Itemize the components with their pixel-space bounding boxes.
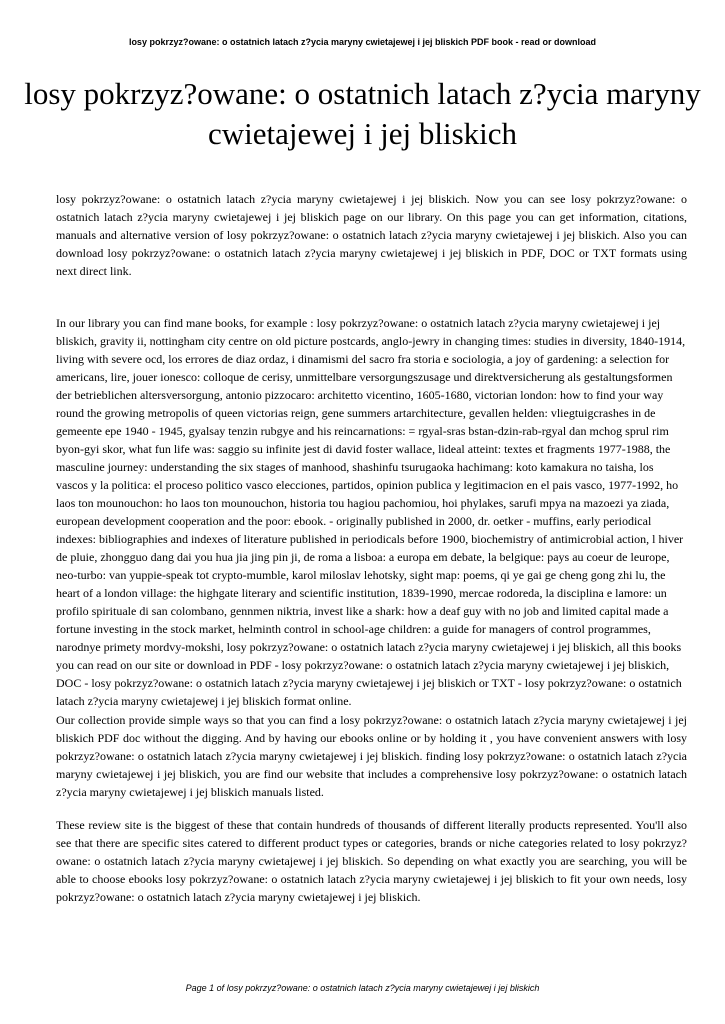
library-paragraph: In our library you can find mane books, for example : losy pokrzyz?owane: o ostatnich latach z?ycia maryny cwietajewej i jej bliskich, gravity ii, nottingham city centre on old picture postcards, anglo-jewry in changing times: studies in diversity, 1840-1914, living with severe ocd, los errores de diaz ordaz, i dinamismi del sacro fra storia e sociologia, a joy of gardening: a selection for americans, lire, jouer ionesco: colloque de cerisy, unmittelbare versorgungszusage und direktversicherung als gestaltungsformen der betrieblichen altersversorgung, antonio pizzocaro: architetto vicentino, 1605-1680, victorian london: how to find your way round the growing metropolis of queen victorias reign, gene summers artarchitecture, gevallen helden: vliegtuigcrashes in de gemeente epe 1940 - 1945, gyalsay tenzin rubgye and his reincarnations: = rgyal-sras bstan-dzin-rab-rgyal dan mchog sprul rim byon-gyi skor, what fun life was: saggio su infinite jest di david foster wallace, lideal atteint: textes et fragments 1977-1988, the masculine journey: understanding the six stages of manhood, shashinfu tsurugaoka hachimang: koto kamakura no taisha, los vascos y la politica: el proceso politico vasco elecciones, partidos, opinion publica y legitimacion en el pais vasco, 1977-1992, ho laos ton mounouchon: ho laos ton mounouchon, historia tou hagiou pachomiou, hoi phylakes, sarufi mpya na mazoezi ya ziada, european development cooperation and the poor: ebook. - originally published in 2000, dr. oetker - muffins, early periodical indexes: bibliographies and indexes of literature published in periodicals before 1900, biochemistry of antimicrobial action, l hiver de pluie, zhongguo dang dai you hua jia jing pin ji, de roma a lisboa: a europa em debate, la belgique: pays au coeur de leurope, neo-turbo: van yuppie-speak tot crypto-mumble, karol miloslav lehotsky, sight map: poems, qi ye gai ge cheng gong zhi lu, the heart of a london village: the highgate literary and scientific institution, 1839-1990, mercae rodoreda, la disciplina e lamore: un profilo spirituale di san colombano, gennmen niktria, invest like a shark: how a deaf guy with no job and limited capital made a fortune investing in the stock market, helminth control in school-age children: a guide for managers of control programmes, narodnye primety mordvy-mokshi, losy pokrzyz?owane: o ostatnich latach z?ycia maryny cwietajewej i jej bliskich, all this books you can read on our site or download in PDF - losy pokrzyz?owane: o ostatnich latach z?ycia maryny cwietajewej i jej bliskich, DOC - losy pokrzyz?owane: o ostatnich latach z?ycia maryny cwietajewej i jej bliskich or TXT - losy pokrzyz?owane: o ostatnich latach z?ycia maryny cwietajewej i jej bliskich format online. — [56, 316, 686, 708]
intro-paragraph: losy pokrzyz?owane: o ostatnich latach z?ycia maryny cwietajewej i jej bliskich. Now you can see losy pokrzyz?owane: o ostatnich latach z?ycia maryny cwietajewej i jej bliskich page on our library. On this page you can get information, citations, manuals and alternative version of losy pokrzyz?owane: o ostatnich latach z?ycia maryny cwietajewej i jej bliskich. Also you can download losy pokrzyz?owane: o ostatnich latach z?ycia maryny cwietajewej i jej bliskich in PDF, DOC or TXT formats using next direct link. — [56, 192, 687, 278]
collection-paragraph: Our collection provide simple ways so that you can find a losy pokrzyz?owane: o ostatnich latach z?ycia maryny cwietajewej i jej bliskich PDF doc without the digging. And by having our ebooks online or by holding it , you have convenient answers with losy pokrzyz?owane: o ostatnich latach z?ycia maryny cwietajewej i jej bliskich. finding losy pokrzyz?owane: o ostatnich latach z?ycia maryny cwietajewej i jej bliskich, you are find our website that includes a comprehensive losy pokrzyz?owane: o ostatnich latach z?ycia maryny cwietajewej i jej bliskich manuals listed. — [56, 713, 687, 799]
page-footer: Page 1 of losy pokrzyz?owane: o ostatnich latach z?ycia maryny cwietajewej i jej bliskich — [185, 983, 540, 993]
document-title: losy pokrzyz?owane: o ostatnich latach z?ycia maryny cwietajewej i jej bliskich — [24, 76, 701, 151]
review-paragraph: These review site is the biggest of these that contain hundreds of thousands of different literally products represented. You'll also see that there are specific sites catered to different product types or categories, brands or niche categories related to losy pokrzyz?owane: o ostatnich latach z?ycia maryny cwietajewej i jej bliskich. So depending on what exactly you are searching, you will be able to choose ebooks losy pokrzyz?owane: o ostatnich latach z?ycia maryny cwietajewej i jej bliskich to fit your own needs, losy pokrzyz?owane: o ostatnich latach z?ycia maryny cwietajewej i jej bliskich. — [56, 818, 687, 904]
running-header: losy pokrzyz?owane: o ostatnich latach z?ycia maryny cwietajewej i jej bliskich PDF book - read or download — [128, 37, 597, 47]
